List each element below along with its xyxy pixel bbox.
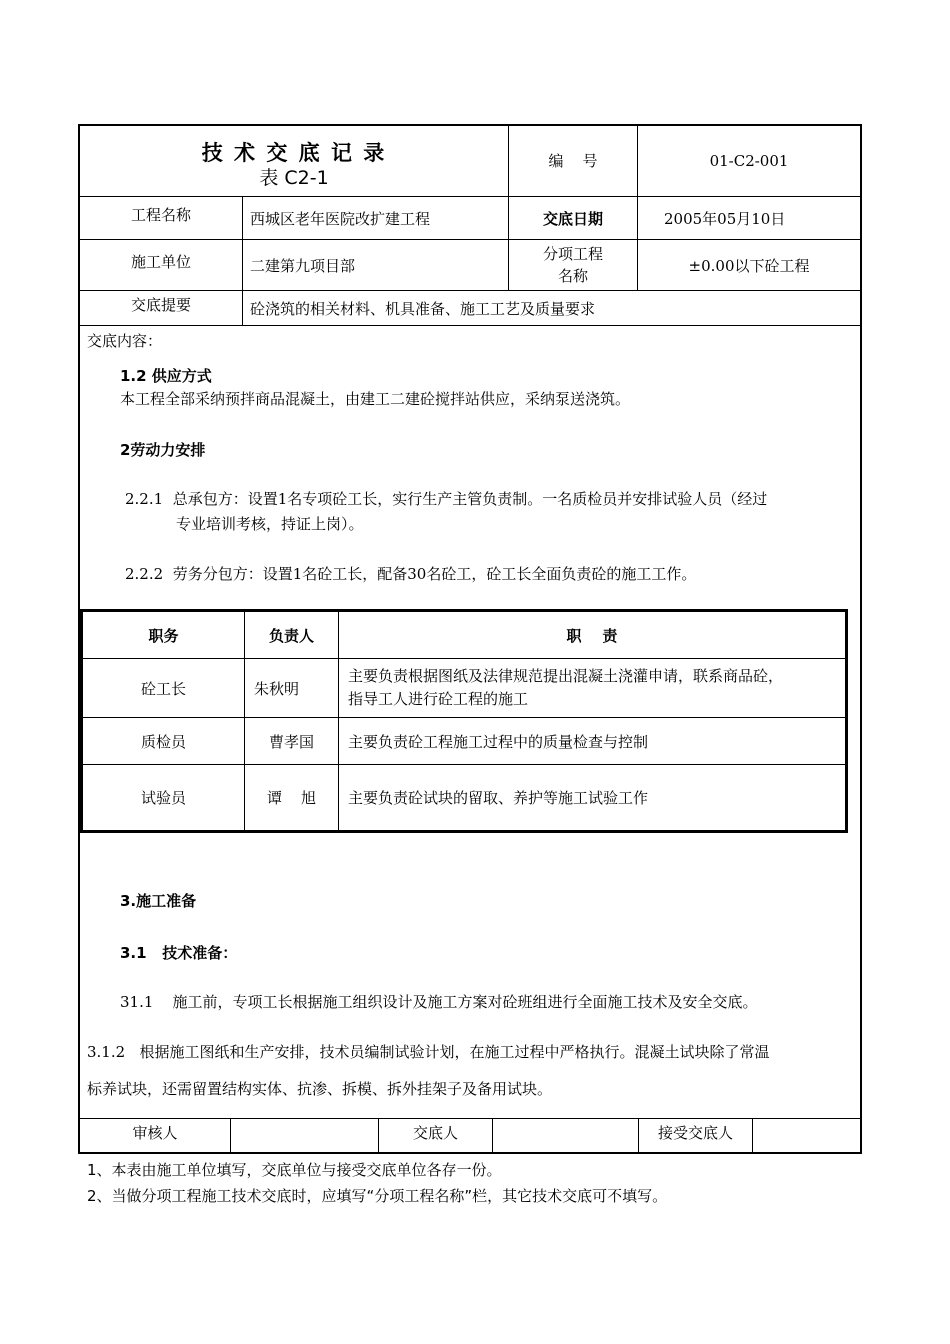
table-row-duty [348,665,842,711]
section-1-2-title: 1.2 供应方式 [120,367,212,385]
discloser-field[interactable] [493,1119,638,1153]
form-title: 技 术 交 底 记 录 [201,141,387,165]
receiver-label: 接受交底人 [657,1123,733,1142]
duty-line: 指导工人进行砼工程的施工 [348,690,529,708]
table-row-person: 曹孝国 [268,732,314,751]
section-2-2-1-line1: 2.2.1 总承包方：设置1名专项砼工长，实行生产主管负责制。一名质检员并安排试验人员（经过 [125,490,768,508]
unit-label: 施工单位 [130,252,191,271]
unit-value: 二建第九项目部 [250,256,356,275]
section-3-1-1: 31.1 施工前，专项工长根据施工组织设计及施工方案对砼班组进行全面施工技术及安全交底。 [120,993,758,1011]
project-name-value: 西城区老年医院改扩建工程 [250,209,431,228]
table-row-person: 谭 旭 [266,788,317,807]
note-2: 2、当做分项工程施工技术交底时，应填写“分项工程名称”栏，其它技术交底可不填写。 [87,1187,668,1205]
receiver-field[interactable] [753,1119,860,1153]
discloser-label: 交底人 [412,1123,458,1142]
table-row-duty: 主要负责砼工程施工过程中的质量检查与控制 [348,732,649,751]
table-row-role: 试验员 [140,788,186,807]
table-header-duty: 职 责 [566,626,618,645]
number-label: 编 号 [548,152,598,170]
divider [242,196,243,325]
reviewer-label: 审核人 [132,1123,178,1142]
subitem-label-line2: 名称 [557,267,588,285]
subitem-value: ±0.00以下砼工程 [688,256,810,275]
table-row-role: 砼工长 [140,679,186,698]
table-header-role: 职务 [148,626,179,645]
section-2-2-2: 2.2.2 劳务分包方：设置1名砼工长，配备30名砼工，砼工长全面负责砼的施工工作。 [125,565,697,583]
table-row-duty: 主要负责砼试块的留取、养护等施工试验工作 [348,788,649,807]
duty-line: 主要负责根据图纸及法律规范提出混凝土浇灌申请，联系商品砼， [348,667,784,685]
note-1: 1、本表由施工单位填写，交底单位与接受交底单位各存一份。 [87,1161,502,1179]
table-row-role: 质检员 [140,732,186,751]
section-3-1-title: 3.1 技术准备： [120,944,238,962]
section-2-2-1-line2: 专业培训考核，持证上岗）。 [176,515,364,533]
section-2-title: 2劳动力安排 [120,441,206,459]
project-name-label: 工程名称 [130,205,191,224]
section-3-title: 3.施工准备 [120,892,197,910]
table-header-person: 负责人 [268,626,314,645]
section-3-1-2-line2: 标养试块，还需留置结构实体、抗渗、拆模、拆外挂架子及备用试块。 [87,1080,553,1098]
summary-label: 交底提要 [130,295,191,314]
number-value: 01-C2-001 [709,151,789,170]
form-subtitle: 表 C2-1 [259,167,329,189]
subitem-label [509,243,637,287]
reviewer-field[interactable] [231,1119,378,1153]
table-row-person: 朱秋明 [254,679,300,698]
divider [78,325,862,326]
section-1-2-text: 本工程全部采纳预拌商品混凝土，由建工二建砼搅拌站供应，采纳泵送浇筑。 [120,390,631,408]
summary-value: 砼浇筑的相关材料、机具准备、施工工艺及质量要求 [250,299,596,318]
section-3-1-2-line1: 3.1.2 根据施工图纸和生产安排，技术员编制试验计划，在施工过程中严格执行。混凝土试块除了常温 [87,1043,770,1061]
date-value: 2005年05月10日 [664,209,786,228]
subitem-label-line1: 分项工程 [542,245,603,263]
content-heading: 交底内容： [87,332,163,350]
date-label: 交底日期 [542,209,603,228]
